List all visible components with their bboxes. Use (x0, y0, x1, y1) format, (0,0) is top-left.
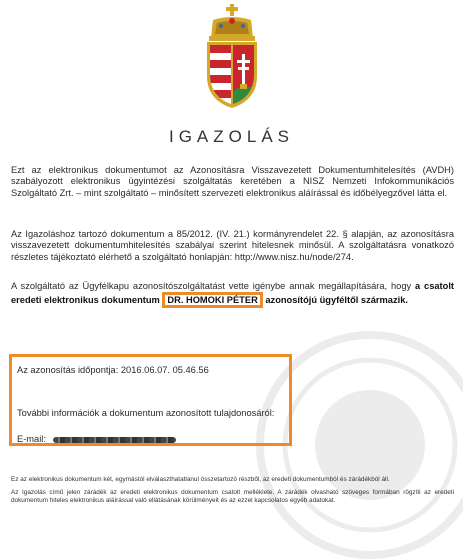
redacted-email (53, 437, 176, 443)
footnote-1: Ez az elektronikus dokumentum két, egymástól elválaszthatatlanul összetartozó részből, az eredeti dokumentumból és zárádékból áll. (11, 476, 390, 483)
identification-timestamp: Az azonosítás időpontja: 2016.06.07. 05.46.56 (17, 365, 209, 375)
origin-text-bold: a csatolt eredeti elektronikus dokumentum (11, 281, 455, 306)
signer-name-highlight: DR. HOMOKI PÉTER (162, 292, 262, 308)
hungarian-coat-of-arms-icon (203, 4, 261, 110)
legal-basis-paragraph: Az Igazoláshoz tartozó dokumentum a 85/2012. (IV. 21.) kormányrendelet 22. § alapján, az azonosításra visszavezetett dokumentumhitelesítés szabályai szerint hitelesnek minősül. A szolgáltatásra vonatkozó részletes tájékoztató elérhető a szolgáltató honlapján: http://www.nisz.hu/node/274. (11, 229, 454, 262)
intro-paragraph: Ezt az elektronikus dokumentumot az Azonosításra Visszavezetett Dokumentumhitelesítés (AVDH) szabályozott elektronikus ügyintézési szolgáltatás keretében a NISZ Nemzeti Infokommunikációs Szolgáltató Zrt. – mint szolgáltató – minősített szervezeti elektronikus aláírással és időbélyegzővel látta el. (11, 165, 454, 198)
origin-text-end: azonosítójú ügyféltől származik. (265, 295, 408, 306)
email-line (17, 434, 176, 444)
origin-text-start: A szolgáltató az Ügyfélkapu azonosítószolgáltatást vette igénybe annak megállapítására, hogy (11, 281, 416, 291)
owner-info-heading: További információk a dokumentum azonosított tulajdonosáról: (17, 408, 275, 418)
email-label: E-mail: (17, 434, 46, 444)
identification-info-box (9, 354, 292, 446)
footnote-2: Az Igazolás című jelen zárádék az eredeti elektronikus dokumentum csatolt melléklete. A zárádék olvasható szöveges formában rögzíti az eredeti dokumentum hiteles elektronikus aláírással való ellátásának körülményeit és az ezzel kapcsolatos egyéb adatokat. (11, 489, 454, 504)
origin-paragraph (11, 281, 454, 308)
page-title: IGAZOLÁS (168, 127, 295, 146)
